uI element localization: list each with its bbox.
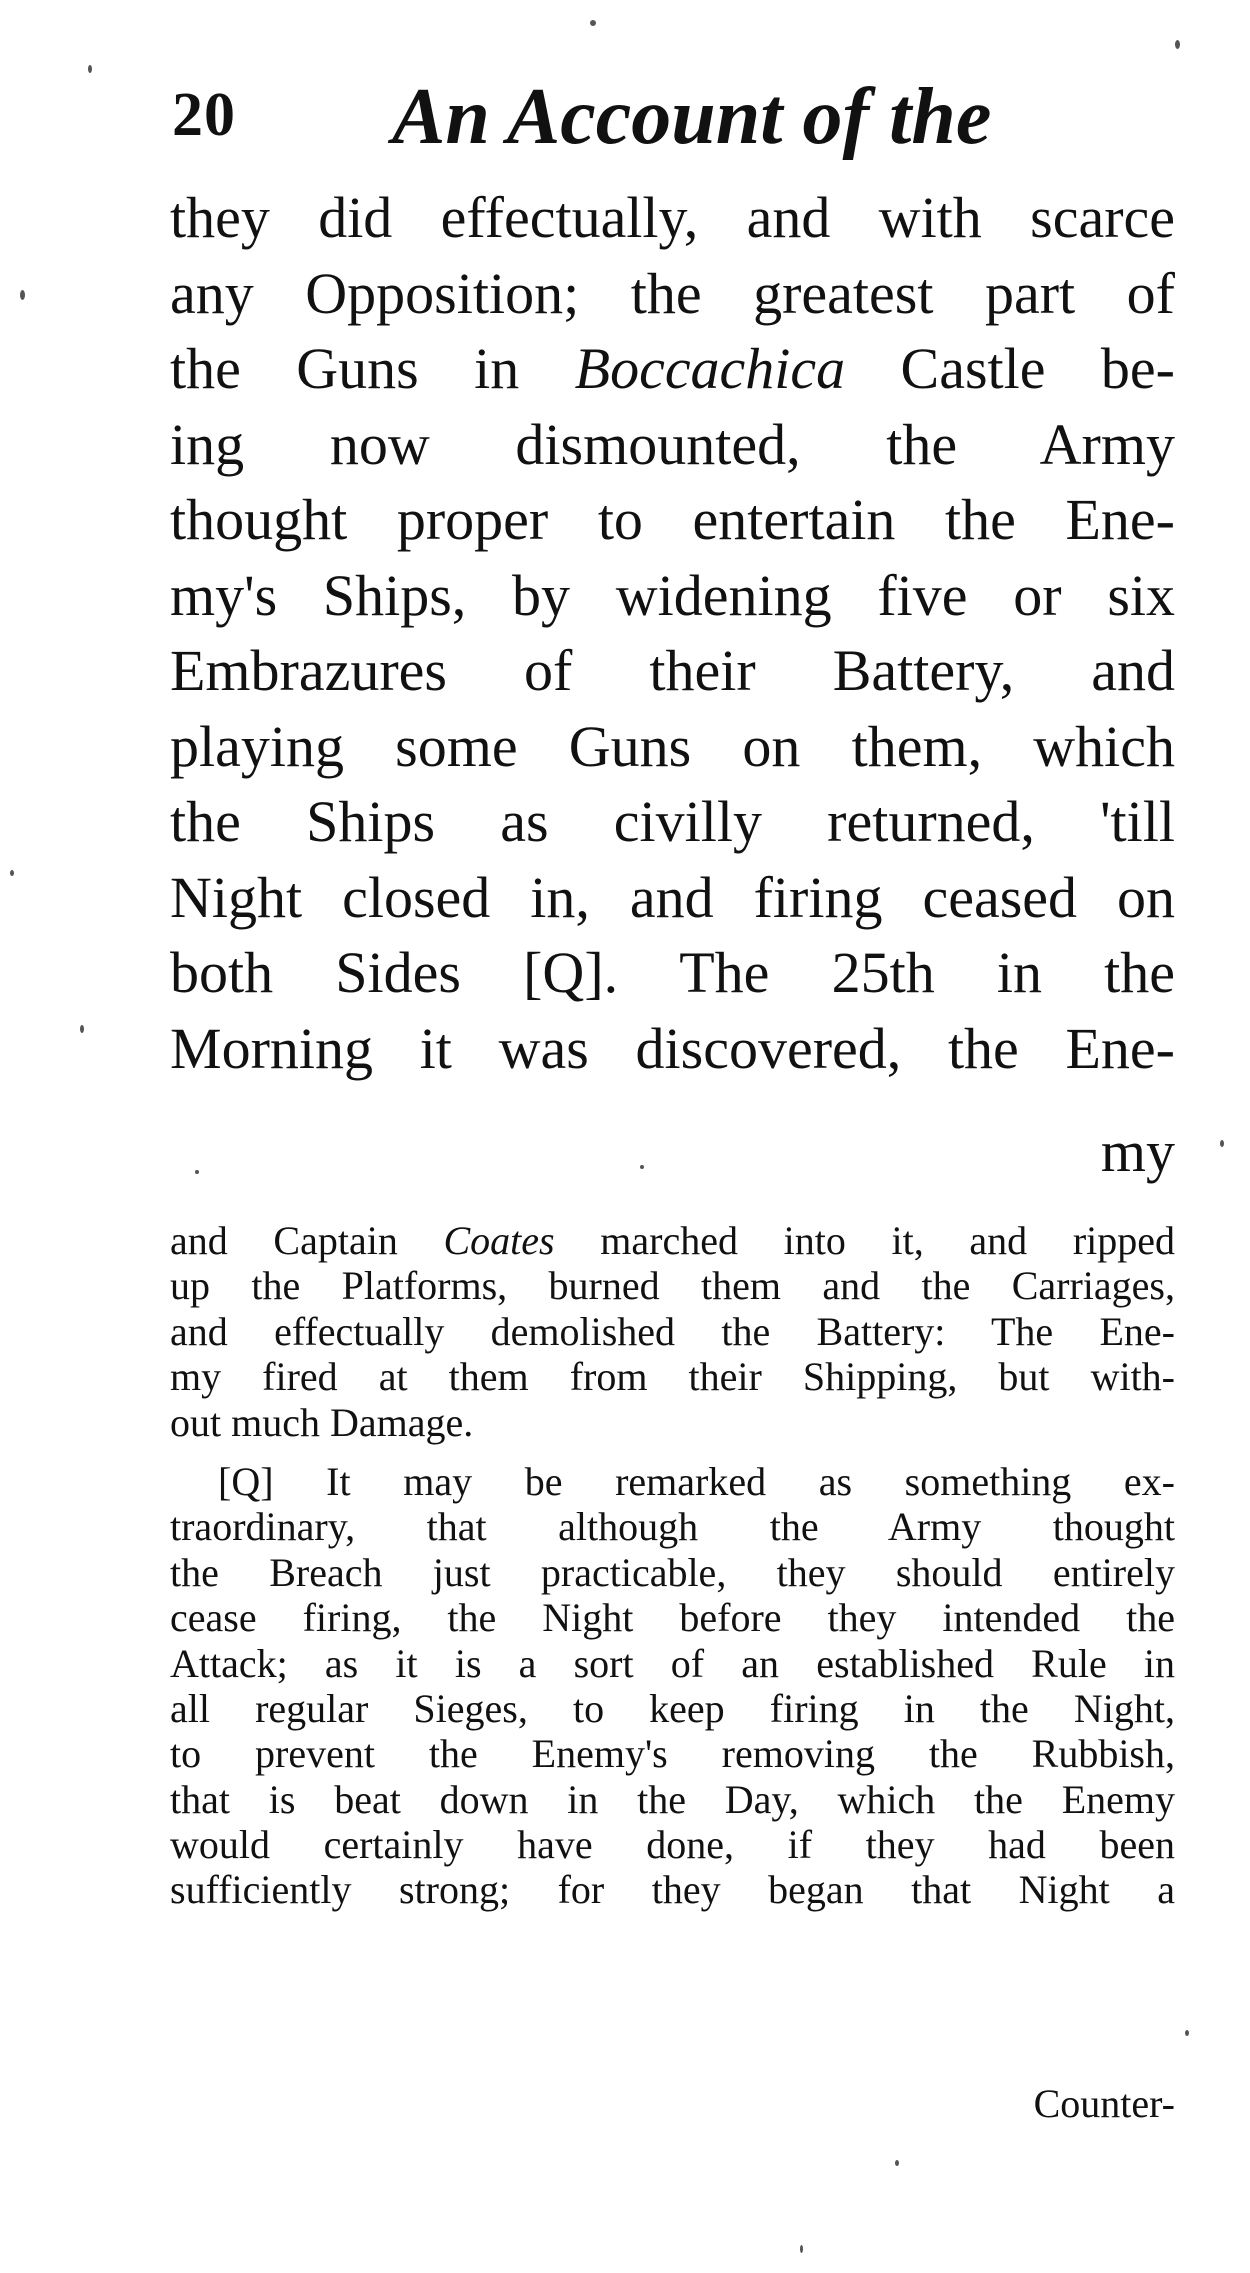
footnote-line: my fired at them from their Shipping, but with-	[170, 1354, 1175, 1400]
footnote-line: all regular Sieges, to keep firing in the Night,	[170, 1685, 1175, 1731]
main-text-line: the Ships as civilly returned, 'till	[170, 789, 1175, 854]
footnote-line: cease firing, the Night before they intended the	[170, 1595, 1175, 1641]
page-number: 20	[172, 81, 236, 149]
scan-speck	[1175, 40, 1180, 49]
main-text-line: playing some Guns on them, which	[170, 713, 1175, 779]
footnote-line: would certainly have done, if they had been	[170, 1822, 1175, 1868]
scan-speck	[80, 1025, 84, 1033]
main-text-line: ing now dismounted, the Army	[170, 411, 1175, 477]
main-text-line: they did effectually, and with scarce	[170, 185, 1175, 250]
footnote-line: sufficiently strong; for they began that Night a	[170, 1867, 1175, 1913]
scan-speck	[1220, 1140, 1224, 1147]
scan-speck	[895, 2160, 899, 2166]
footnote-line: up the Platforms, burned them and the Carriages,	[170, 1263, 1175, 1309]
running-head: An Account of the	[392, 73, 992, 161]
footnote-block	[170, 1218, 1175, 1913]
italic-name: Coates	[443, 1218, 555, 1263]
italic-place-name: Boccachica	[574, 336, 846, 401]
footnote-line: and Captain Coates marched into it, and ripped	[170, 1218, 1176, 1263]
main-text-line: the Guns in Boccachica Castle be-	[170, 336, 1175, 401]
scan-speck	[195, 1170, 199, 1174]
footnote-line: to prevent the Enemy's removing the Rubbish,	[170, 1731, 1175, 1777]
main-text-line: my's Ships, by widening five or six	[170, 562, 1175, 628]
footnote-line: traordinary, that although the Army thought	[170, 1504, 1175, 1550]
scan-speck	[640, 1165, 644, 1169]
footnote-line: Attack; as it is a sort of an established Rule in	[170, 1640, 1175, 1686]
scan-speck	[88, 65, 92, 73]
scan-speck	[20, 290, 25, 300]
main-text-block	[170, 180, 1175, 1086]
footnote-line: that is beat down in the Day, which the Enemy	[170, 1776, 1175, 1822]
footnote-line: the Breach just practicable, they should entirely	[170, 1549, 1175, 1595]
main-text-line: Embrazures of their Battery, and	[170, 638, 1175, 703]
main-text-line: both Sides [Q]. The 25th in the	[170, 940, 1175, 1005]
main-text-line: Morning it was discovered, the Ene-	[170, 1015, 1175, 1081]
main-catchword: my	[1100, 1119, 1175, 1184]
footnote-line: out much Damage.	[170, 1399, 474, 1445]
main-text-line: thought proper to entertain the Ene-	[170, 487, 1175, 552]
scan-speck	[10, 870, 14, 876]
main-text-line: any Opposition; the greatest part of	[170, 260, 1175, 326]
page-header	[172, 72, 1072, 162]
footnote-line: [Q] It may be remarked as something ex-	[218, 1458, 1175, 1504]
footnote-line: and effectually demolished the Battery: The Ene-	[170, 1308, 1175, 1354]
footnote-catchword: Counter-	[1033, 2081, 1175, 2126]
scan-speck	[800, 2245, 803, 2253]
main-text-line: Night closed in, and firing ceased on	[170, 864, 1175, 930]
scan-speck	[590, 20, 596, 26]
scan-speck	[1185, 2030, 1189, 2036]
